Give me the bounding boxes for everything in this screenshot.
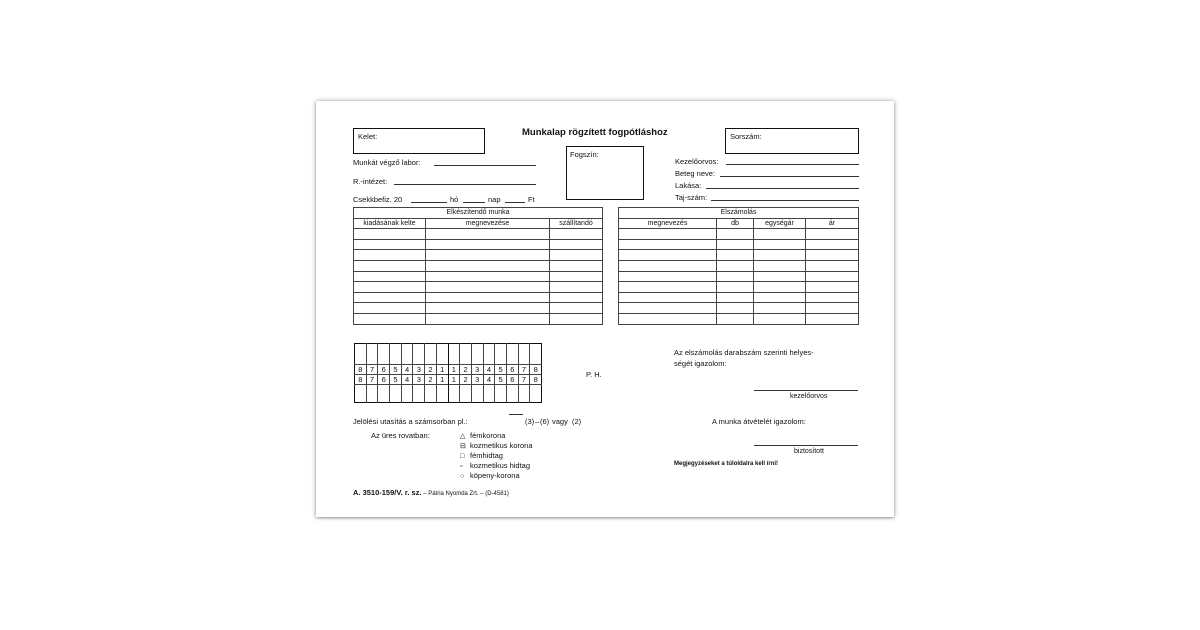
- tooth-number: 1: [448, 375, 460, 385]
- boxed-minus-icon: ⊟: [460, 443, 466, 450]
- table-cell[interactable]: [806, 282, 859, 293]
- tooth-mark-cell[interactable]: [401, 385, 413, 403]
- table-cell[interactable]: [354, 282, 426, 293]
- tooth-mark-cell[interactable]: [378, 385, 390, 403]
- work-table-row[interactable]: [354, 260, 603, 271]
- table-cell[interactable]: [806, 303, 859, 314]
- csekk-nap: nap: [488, 195, 501, 204]
- tooth-mark-cell[interactable]: [425, 385, 437, 403]
- table-cell[interactable]: [806, 229, 859, 240]
- taj-label: Taj-szám:: [675, 193, 708, 202]
- table-cell[interactable]: [754, 239, 806, 250]
- tooth-mark-cell[interactable]: [436, 344, 448, 365]
- tooth-mark-cell[interactable]: [436, 385, 448, 403]
- circle-icon: ○: [460, 473, 465, 480]
- tooth-number: 3: [471, 375, 483, 385]
- tooth-mark-cell[interactable]: [378, 344, 390, 365]
- table-cell[interactable]: [354, 313, 426, 324]
- tooth-number: 7: [366, 365, 378, 375]
- table-cell[interactable]: [717, 250, 754, 261]
- kezeloorvos-label: Kezelőorvos:: [675, 157, 719, 166]
- tooth-mark-cell[interactable]: [495, 344, 507, 365]
- tooth-number: 3: [413, 375, 425, 385]
- intezet-label: R.-intézet:: [353, 177, 388, 186]
- legend-label: kozmetikus korona: [470, 441, 533, 450]
- tooth-mark-cell[interactable]: [390, 385, 402, 403]
- example-dash: –: [535, 417, 540, 426]
- table-cell[interactable]: [754, 303, 806, 314]
- table-cell[interactable]: [550, 292, 603, 303]
- table-cell[interactable]: [426, 313, 550, 324]
- beteg-line[interactable]: [720, 176, 859, 177]
- instructions-label: Jelölési utasítás a számsorban pl.:: [353, 417, 468, 426]
- intezet-line[interactable]: [394, 184, 536, 185]
- table-cell[interactable]: [717, 229, 754, 240]
- tooth-number: 5: [495, 365, 507, 375]
- tooth-mark-cell[interactable]: [366, 344, 378, 365]
- tooth-number: 4: [483, 375, 495, 385]
- tooth-mark-cell[interactable]: [483, 344, 495, 365]
- csekk-ho-line[interactable]: [463, 202, 485, 203]
- csekk-year-line[interactable]: [411, 202, 447, 203]
- table-cell[interactable]: [754, 292, 806, 303]
- legend-item: [460, 431, 505, 441]
- table-cell[interactable]: [426, 250, 550, 261]
- table-cell[interactable]: [426, 292, 550, 303]
- labor-line[interactable]: [434, 165, 536, 166]
- billing-table-row[interactable]: [619, 303, 859, 314]
- tooth-mark-cell[interactable]: [495, 385, 507, 403]
- tooth-mark-cell[interactable]: [506, 385, 518, 403]
- tooth-mark-cell[interactable]: [448, 385, 460, 403]
- tooth-number: 8: [355, 365, 367, 375]
- example-a: (3): [525, 417, 535, 426]
- tooth-number: 8: [355, 375, 367, 385]
- tooth-mark-cell[interactable]: [448, 344, 460, 365]
- table-cell[interactable]: [354, 260, 426, 271]
- tooth-mark-cell[interactable]: [401, 344, 413, 365]
- tooth-mark-cell[interactable]: [390, 344, 402, 365]
- tooth-number: 2: [460, 375, 472, 385]
- tooth-mark-cell[interactable]: [506, 344, 518, 365]
- table-cell[interactable]: [550, 303, 603, 314]
- table-cell[interactable]: [717, 292, 754, 303]
- legend-item: [460, 471, 520, 481]
- table-cell[interactable]: [550, 282, 603, 293]
- table-cell[interactable]: [619, 303, 717, 314]
- tooth-number: 7: [366, 375, 378, 385]
- table-cell[interactable]: [754, 282, 806, 293]
- legend-label: fémkorona: [470, 431, 506, 440]
- table-cell[interactable]: [619, 313, 717, 324]
- table-cell[interactable]: [754, 250, 806, 261]
- footer-code: A. 3510-159/V. r. sz.: [353, 488, 422, 497]
- tooth-number: 4: [401, 365, 413, 375]
- table-cell[interactable]: [754, 271, 806, 282]
- table-cell[interactable]: [754, 260, 806, 271]
- work-table-row[interactable]: [354, 313, 603, 324]
- work-table-title: Elkészítendő munka: [354, 208, 603, 219]
- work-col-szallitando: szállítandó: [550, 218, 603, 229]
- table-cell[interactable]: [550, 260, 603, 271]
- work-col-megnevezese: megnevezése: [426, 218, 550, 229]
- table-cell[interactable]: [806, 260, 859, 271]
- table-cell[interactable]: [754, 313, 806, 324]
- fogszin-label: Fogszín:: [570, 150, 599, 159]
- table-cell[interactable]: [717, 282, 754, 293]
- tooth-mark-cell[interactable]: [530, 385, 542, 403]
- tooth-number: 1: [448, 365, 460, 375]
- kezeloorvos-sign-label: kezelőorvos: [790, 393, 828, 400]
- kelet-box[interactable]: [353, 128, 485, 154]
- kezeloorvos-line[interactable]: [726, 164, 859, 165]
- tooth-mark-cell[interactable]: [471, 344, 483, 365]
- biztositott-sign-line[interactable]: [754, 445, 858, 446]
- legend-item: [460, 451, 503, 461]
- billing-table-row[interactable]: [619, 250, 859, 261]
- certify-text-2: ségét igazolom:: [674, 359, 727, 368]
- billing-col-db: db: [717, 218, 754, 229]
- tooth-mark-cell[interactable]: [518, 344, 530, 365]
- tooth-number: 6: [506, 365, 518, 375]
- legend-label: fémhidtag: [470, 451, 503, 460]
- small-square-icon: ▫: [460, 463, 463, 470]
- table-cell[interactable]: [426, 271, 550, 282]
- billing-table-row[interactable]: [619, 239, 859, 250]
- billing-col-egysegar: egységár: [754, 218, 806, 229]
- table-cell[interactable]: [426, 282, 550, 293]
- tooth-number: 6: [378, 365, 390, 375]
- tooth-number: 2: [425, 375, 437, 385]
- billing-table-row[interactable]: [619, 313, 859, 324]
- labor-label: Munkát végző labor:: [353, 158, 421, 167]
- ph-label: P. H.: [586, 370, 602, 379]
- form-title: Munkalap rögzített fogpótláshoz: [522, 127, 668, 138]
- table-cell[interactable]: [354, 250, 426, 261]
- footer-printer: – Pátria Nyomda Zrt. – (D-4581): [421, 491, 509, 497]
- table-cell[interactable]: [354, 229, 426, 240]
- table-cell[interactable]: [354, 292, 426, 303]
- teeth-chart: [354, 343, 542, 403]
- tooth-mark-cell[interactable]: [413, 344, 425, 365]
- work-table-row[interactable]: [354, 250, 603, 261]
- billing-table: [618, 207, 859, 325]
- work-table-row[interactable]: [354, 239, 603, 250]
- table-cell[interactable]: [806, 292, 859, 303]
- billing-table-title: Elszámolás: [619, 208, 859, 219]
- table-cell[interactable]: [354, 239, 426, 250]
- tooth-number: 6: [506, 375, 518, 385]
- table-cell[interactable]: [619, 292, 717, 303]
- tooth-mark-cell[interactable]: [366, 385, 378, 403]
- tooth-number: 5: [390, 375, 402, 385]
- table-cell[interactable]: [354, 303, 426, 314]
- legend-item: [460, 441, 533, 451]
- table-cell[interactable]: [550, 271, 603, 282]
- table-cell[interactable]: [806, 239, 859, 250]
- work-table-row[interactable]: [354, 292, 603, 303]
- tooth-number: 3: [413, 365, 425, 375]
- atvetel-text: A munka átvételét igazolom:: [712, 417, 806, 426]
- tooth-number: 5: [495, 375, 507, 385]
- tooth-number: 7: [518, 365, 530, 375]
- instructions-line: [509, 414, 523, 415]
- tooth-mark-cell[interactable]: [483, 385, 495, 403]
- work-table: [353, 207, 603, 325]
- tooth-number: 2: [460, 365, 472, 375]
- billing-table-row[interactable]: [619, 282, 859, 293]
- kezeloorvos-sign-line[interactable]: [754, 390, 858, 391]
- tooth-number: 1: [436, 375, 448, 385]
- form-sheet: [316, 101, 894, 517]
- tooth-number: 1: [436, 365, 448, 375]
- billing-col-ar: ár: [806, 218, 859, 229]
- tooth-number: 8: [530, 375, 542, 385]
- table-cell[interactable]: [619, 282, 717, 293]
- table-cell[interactable]: [550, 313, 603, 324]
- tooth-mark-cell[interactable]: [530, 344, 542, 365]
- legend-item: [460, 461, 530, 471]
- billing-col-megnevezes: megnevezés: [619, 218, 717, 229]
- legend-label: kozmetikus hidtag: [470, 461, 531, 470]
- work-table-row[interactable]: [354, 303, 603, 314]
- tooth-mark-cell[interactable]: [460, 385, 472, 403]
- example-or: vagy: [552, 417, 568, 426]
- tooth-mark-cell[interactable]: [425, 344, 437, 365]
- example-b: (6): [540, 417, 550, 426]
- tooth-mark-cell[interactable]: [355, 385, 367, 403]
- billing-table-row[interactable]: [619, 229, 859, 240]
- footer: [353, 488, 509, 499]
- table-cell[interactable]: [806, 271, 859, 282]
- table-cell[interactable]: [426, 260, 550, 271]
- work-table-row[interactable]: [354, 271, 603, 282]
- square-icon: □: [460, 453, 465, 460]
- tooth-number: 6: [378, 375, 390, 385]
- table-cell[interactable]: [717, 260, 754, 271]
- triangle-icon: △: [460, 433, 466, 440]
- sorszam-label: Sorszám:: [730, 132, 762, 141]
- tooth-number: 2: [425, 365, 437, 375]
- table-cell[interactable]: [426, 239, 550, 250]
- work-col-kelte: kiadásának kelte: [354, 218, 426, 229]
- csekk-ft: Ft: [528, 195, 535, 204]
- billing-table-row[interactable]: [619, 292, 859, 303]
- tooth-number: 5: [390, 365, 402, 375]
- table-cell[interactable]: [619, 271, 717, 282]
- work-table-row[interactable]: [354, 229, 603, 240]
- table-cell[interactable]: [806, 313, 859, 324]
- fogszin-box[interactable]: [566, 146, 644, 200]
- tooth-mark-cell[interactable]: [518, 385, 530, 403]
- lakasa-label: Lakása:: [675, 181, 702, 190]
- biztositott-sign-label: biztosított: [794, 448, 824, 455]
- tooth-number: 4: [483, 365, 495, 375]
- table-cell[interactable]: [717, 271, 754, 282]
- kelet-label: Kelet:: [358, 132, 378, 141]
- csekk-ho: hó: [450, 195, 459, 204]
- empty-label: Az üres rovatban:: [371, 431, 430, 440]
- table-cell[interactable]: [550, 250, 603, 261]
- lakasa-line[interactable]: [706, 188, 859, 189]
- csekk-label: Csekkbefiz. 20: [353, 195, 403, 204]
- table-cell[interactable]: [550, 229, 603, 240]
- sorszam-box[interactable]: [725, 128, 859, 154]
- table-cell[interactable]: [754, 229, 806, 240]
- table-cell[interactable]: [426, 229, 550, 240]
- table-cell[interactable]: [619, 239, 717, 250]
- certify-text-1: Az elszámolás darabszám szerinti helyes-: [674, 348, 814, 357]
- example-c: (2): [572, 417, 582, 426]
- beteg-label: Beteg neve:: [675, 169, 716, 178]
- tooth-mark-cell[interactable]: [460, 344, 472, 365]
- tooth-number: 8: [530, 365, 542, 375]
- tooth-mark-cell[interactable]: [471, 385, 483, 403]
- table-cell[interactable]: [717, 313, 754, 324]
- work-table-row[interactable]: [354, 282, 603, 293]
- billing-table-row[interactable]: [619, 271, 859, 282]
- legend-label: köpeny-korona: [470, 471, 520, 480]
- taj-line[interactable]: [711, 200, 859, 201]
- table-cell[interactable]: [426, 303, 550, 314]
- tooth-mark-cell[interactable]: [413, 385, 425, 403]
- table-cell[interactable]: [806, 250, 859, 261]
- tooth-number: 3: [471, 365, 483, 375]
- table-cell[interactable]: [550, 239, 603, 250]
- billing-table-row[interactable]: [619, 260, 859, 271]
- table-cell[interactable]: [619, 260, 717, 271]
- notes-text: Megjegyzéseket a túloldalra kell írni!: [674, 461, 779, 467]
- tooth-number: 4: [401, 375, 413, 385]
- table-cell[interactable]: [717, 239, 754, 250]
- table-cell[interactable]: [354, 271, 426, 282]
- tooth-number: 7: [518, 375, 530, 385]
- table-cell[interactable]: [717, 303, 754, 314]
- tooth-mark-cell[interactable]: [355, 344, 367, 365]
- table-cell[interactable]: [619, 229, 717, 240]
- csekk-nap-line[interactable]: [505, 202, 525, 203]
- table-cell[interactable]: [619, 250, 717, 261]
